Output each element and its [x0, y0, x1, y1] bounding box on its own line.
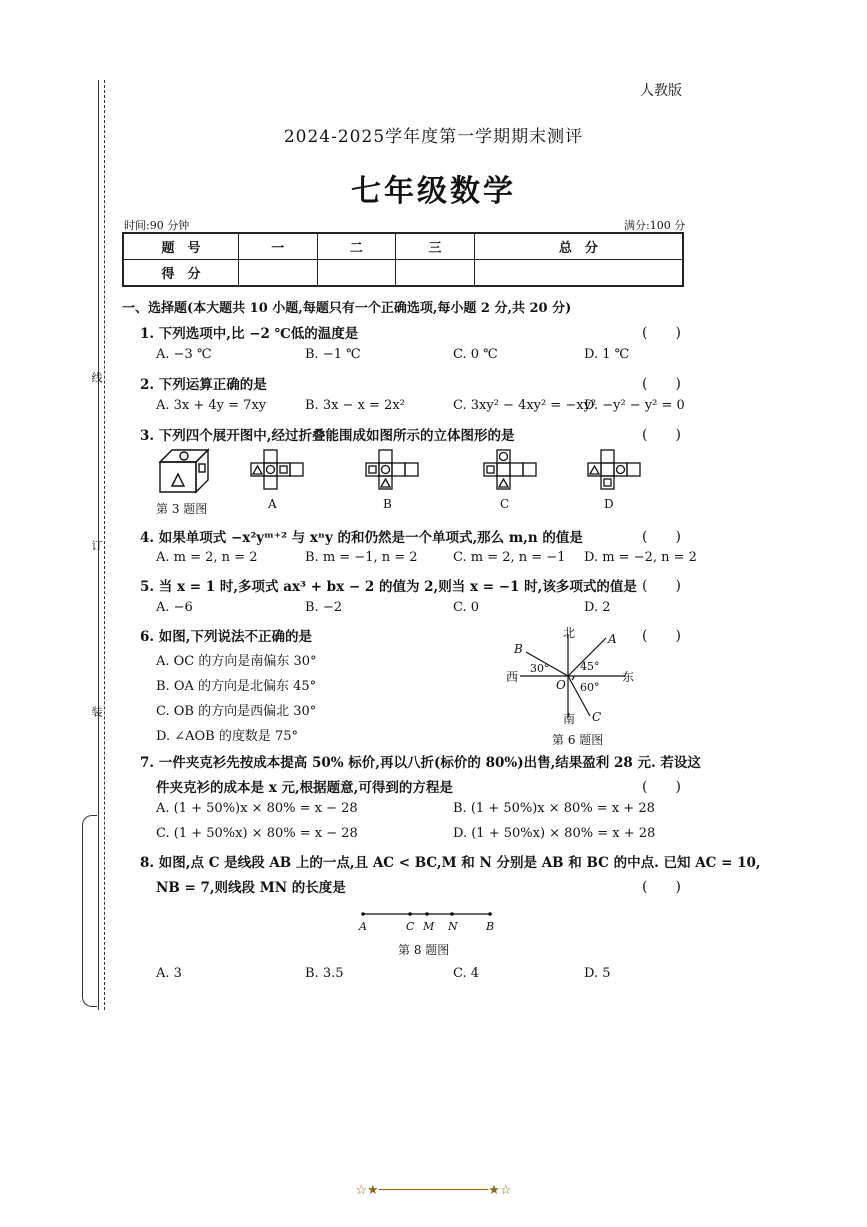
margin-mark-bind: 订 — [90, 540, 103, 551]
q8-option-a: A. 3 — [156, 966, 182, 981]
q4-option-b: B. m = −1, n = 2 — [305, 550, 418, 565]
segment-label-b: B — [486, 920, 495, 933]
answer-paren[interactable]: ( ) — [642, 529, 681, 545]
q6-figure-caption: 第 6 题图 — [552, 733, 604, 747]
q2-option-c: C. 3xy² − 4xy² = −xy² — [453, 398, 597, 413]
score-header-cell: 三 — [396, 233, 475, 260]
q4-option-c: C. m = 2, n = −1 — [453, 550, 566, 565]
question-1: 1. 下列选项中,比 −2 ℃低的温度是 — [140, 326, 359, 342]
segment-label-a: A — [359, 920, 367, 933]
compass-south: 南 — [563, 712, 576, 726]
q3-label-a: A — [268, 497, 277, 511]
segment-label-c: C — [406, 920, 415, 933]
q8-option-d: D. 5 — [584, 966, 611, 981]
question-7-line1: 7. 一件夹克衫先按成本提高 50% 标价,再以八折(标价的 80%)出售,结果盈利 28 元. 若设这 — [140, 755, 701, 771]
segment-point-b — [488, 912, 492, 916]
q4-option-a: A. m = 2, n = 2 — [156, 550, 258, 565]
time-limit: 时间:90 分钟 — [124, 219, 190, 232]
segment-label-m: M — [423, 920, 435, 933]
score-header-cell: 二 — [317, 233, 396, 260]
q7-option-d: D. (1 + 50%x) × 80% = x + 28 — [453, 826, 656, 841]
answer-paren[interactable]: ( ) — [642, 376, 681, 392]
score-cell[interactable] — [396, 260, 475, 287]
question-3: 3. 下列四个展开图中,经过折叠能围成如图所示的立体图形的是 — [140, 428, 515, 444]
point-o: O — [556, 678, 566, 692]
q6-option-a: A. OC 的方向是南偏东 30° — [156, 654, 317, 669]
answer-paren[interactable]: ( ) — [642, 578, 681, 594]
q3-label-d: D — [604, 497, 614, 511]
point-c: C — [592, 710, 602, 724]
q2-option-a: A. 3x + 4y = 7xy — [156, 398, 267, 413]
q5-option-b: B. −2 — [305, 600, 342, 615]
cube-figure — [160, 450, 208, 492]
point-a: A — [608, 632, 617, 646]
compass-north: 北 — [563, 626, 576, 640]
q8-figure-caption: 第 8 题图 — [398, 943, 450, 957]
answer-paren[interactable]: ( ) — [642, 427, 681, 443]
net-option-a — [251, 450, 303, 489]
exam-title: 七年级数学 — [351, 174, 516, 209]
q7-option-a: A. (1 + 50%)x × 80% = x − 28 — [156, 801, 358, 816]
q1-option-b: B. −1 ℃ — [305, 347, 361, 362]
q6-option-b: B. OA 的方向是北偏东 45° — [156, 679, 317, 694]
score-table-header — [123, 233, 683, 260]
segment-label-n: N — [448, 920, 458, 933]
score-cell[interactable] — [239, 260, 318, 287]
net-option-c — [484, 450, 536, 489]
angle-30: 30° — [530, 662, 550, 675]
margin-mark-line: 线 — [90, 372, 103, 383]
exam-subtitle: 2024-2025学年度第一学期期末测评 — [283, 127, 584, 147]
q3-figure-caption: 第 3 题图 — [156, 502, 208, 516]
q4-option-d: D. m = −2, n = 2 — [584, 550, 697, 565]
q5-option-c: C. 0 — [453, 600, 480, 615]
score-header-cell: 总 分 — [474, 233, 683, 260]
q8-option-b: B. 3.5 — [305, 966, 344, 981]
net-option-b — [366, 450, 418, 489]
q8-option-c: C. 4 — [453, 966, 480, 981]
q5-option-a: A. −6 — [156, 600, 193, 615]
q7-option-b: B. (1 + 50%)x × 80% = x + 28 — [453, 801, 655, 816]
segment-point-m — [425, 912, 429, 916]
q1-option-d: D. 1 ℃ — [584, 347, 630, 362]
q1-option-a: A. −3 ℃ — [156, 347, 212, 362]
segment-point-c — [408, 912, 412, 916]
question-8-line2: NB = 7,则线段 MN 的长度是 — [156, 880, 346, 896]
score-header-cell: 题 号 — [123, 233, 239, 260]
binding-dashed-line — [104, 80, 105, 1010]
segment-point-a — [361, 912, 365, 916]
answer-paren[interactable]: ( ) — [642, 325, 681, 341]
answer-paren[interactable]: ( ) — [642, 628, 681, 644]
question-6: 6. 如图,下列说法不正确的是 — [140, 629, 312, 645]
segment-point-n — [450, 912, 454, 916]
compass-west: 西 — [506, 670, 519, 684]
q3-label-b: B — [383, 497, 392, 511]
score-table — [122, 232, 684, 287]
q1-option-c: C. 0 ℃ — [453, 347, 498, 362]
q7-option-c: C. (1 + 50%x) × 80% = x − 28 — [156, 826, 358, 841]
q3-label-c: C — [500, 497, 510, 511]
angle-60: 60° — [580, 681, 600, 694]
answer-paren[interactable]: ( ) — [642, 879, 681, 895]
q6-option-c: C. OB 的方向是西偏北 30° — [156, 704, 317, 719]
margin-mark-fasten: 装 — [90, 706, 103, 717]
score-cell[interactable] — [474, 260, 683, 287]
question-4: 4. 如果单项式 −x²yᵐ⁺² 与 xⁿy 的和仍然是一个单项式,那么 m,n 的值是 — [140, 530, 583, 546]
point-b: B — [514, 642, 523, 656]
score-table-row — [123, 260, 683, 287]
answer-paren[interactable]: ( ) — [642, 779, 681, 795]
edition-label: 人教版 — [640, 83, 682, 99]
q5-option-d: D. 2 — [584, 600, 611, 615]
q3-figures — [150, 446, 670, 516]
q2-option-b: B. 3x − x = 2x² — [305, 398, 405, 413]
score-row-label: 得 分 — [123, 260, 239, 287]
binding-bracket — [82, 815, 97, 1007]
question-5: 5. 当 x = 1 时,多项式 ax³ + bx − 2 的值为 2,则当 x = −1 时,该多项式的值是 — [140, 579, 637, 595]
section-heading: 一、选择题(本大题共 10 小题,每题只有一个正确选项,每小题 2 分,共 20 分) — [122, 301, 572, 316]
net-option-d — [588, 450, 640, 489]
score-header-cell: 一 — [239, 233, 318, 260]
angle-45: 45° — [580, 660, 600, 673]
question-7-line2: 件夹克衫的成本是 x 元,根据题意,可得到的方程是 — [156, 780, 453, 796]
compass-east: 东 — [622, 670, 635, 684]
question-2: 2. 下列运算正确的是 — [140, 377, 267, 393]
q2-option-d: D. −y² − y² = 0 — [584, 398, 685, 413]
page-footer-ornament: ☆★──────────────★☆ — [355, 1183, 512, 1198]
question-8-line1: 8. 如图,点 C 是线段 AB 上的一点,且 AC < BC,M 和 N 分别是 AB 和 BC 的中点. 已知 AC = 10, — [140, 855, 761, 871]
full-score: 满分:100 分 — [624, 219, 686, 232]
q6-option-d: D. ∠AOB 的度数是 75° — [156, 729, 299, 744]
score-cell[interactable] — [317, 260, 396, 287]
